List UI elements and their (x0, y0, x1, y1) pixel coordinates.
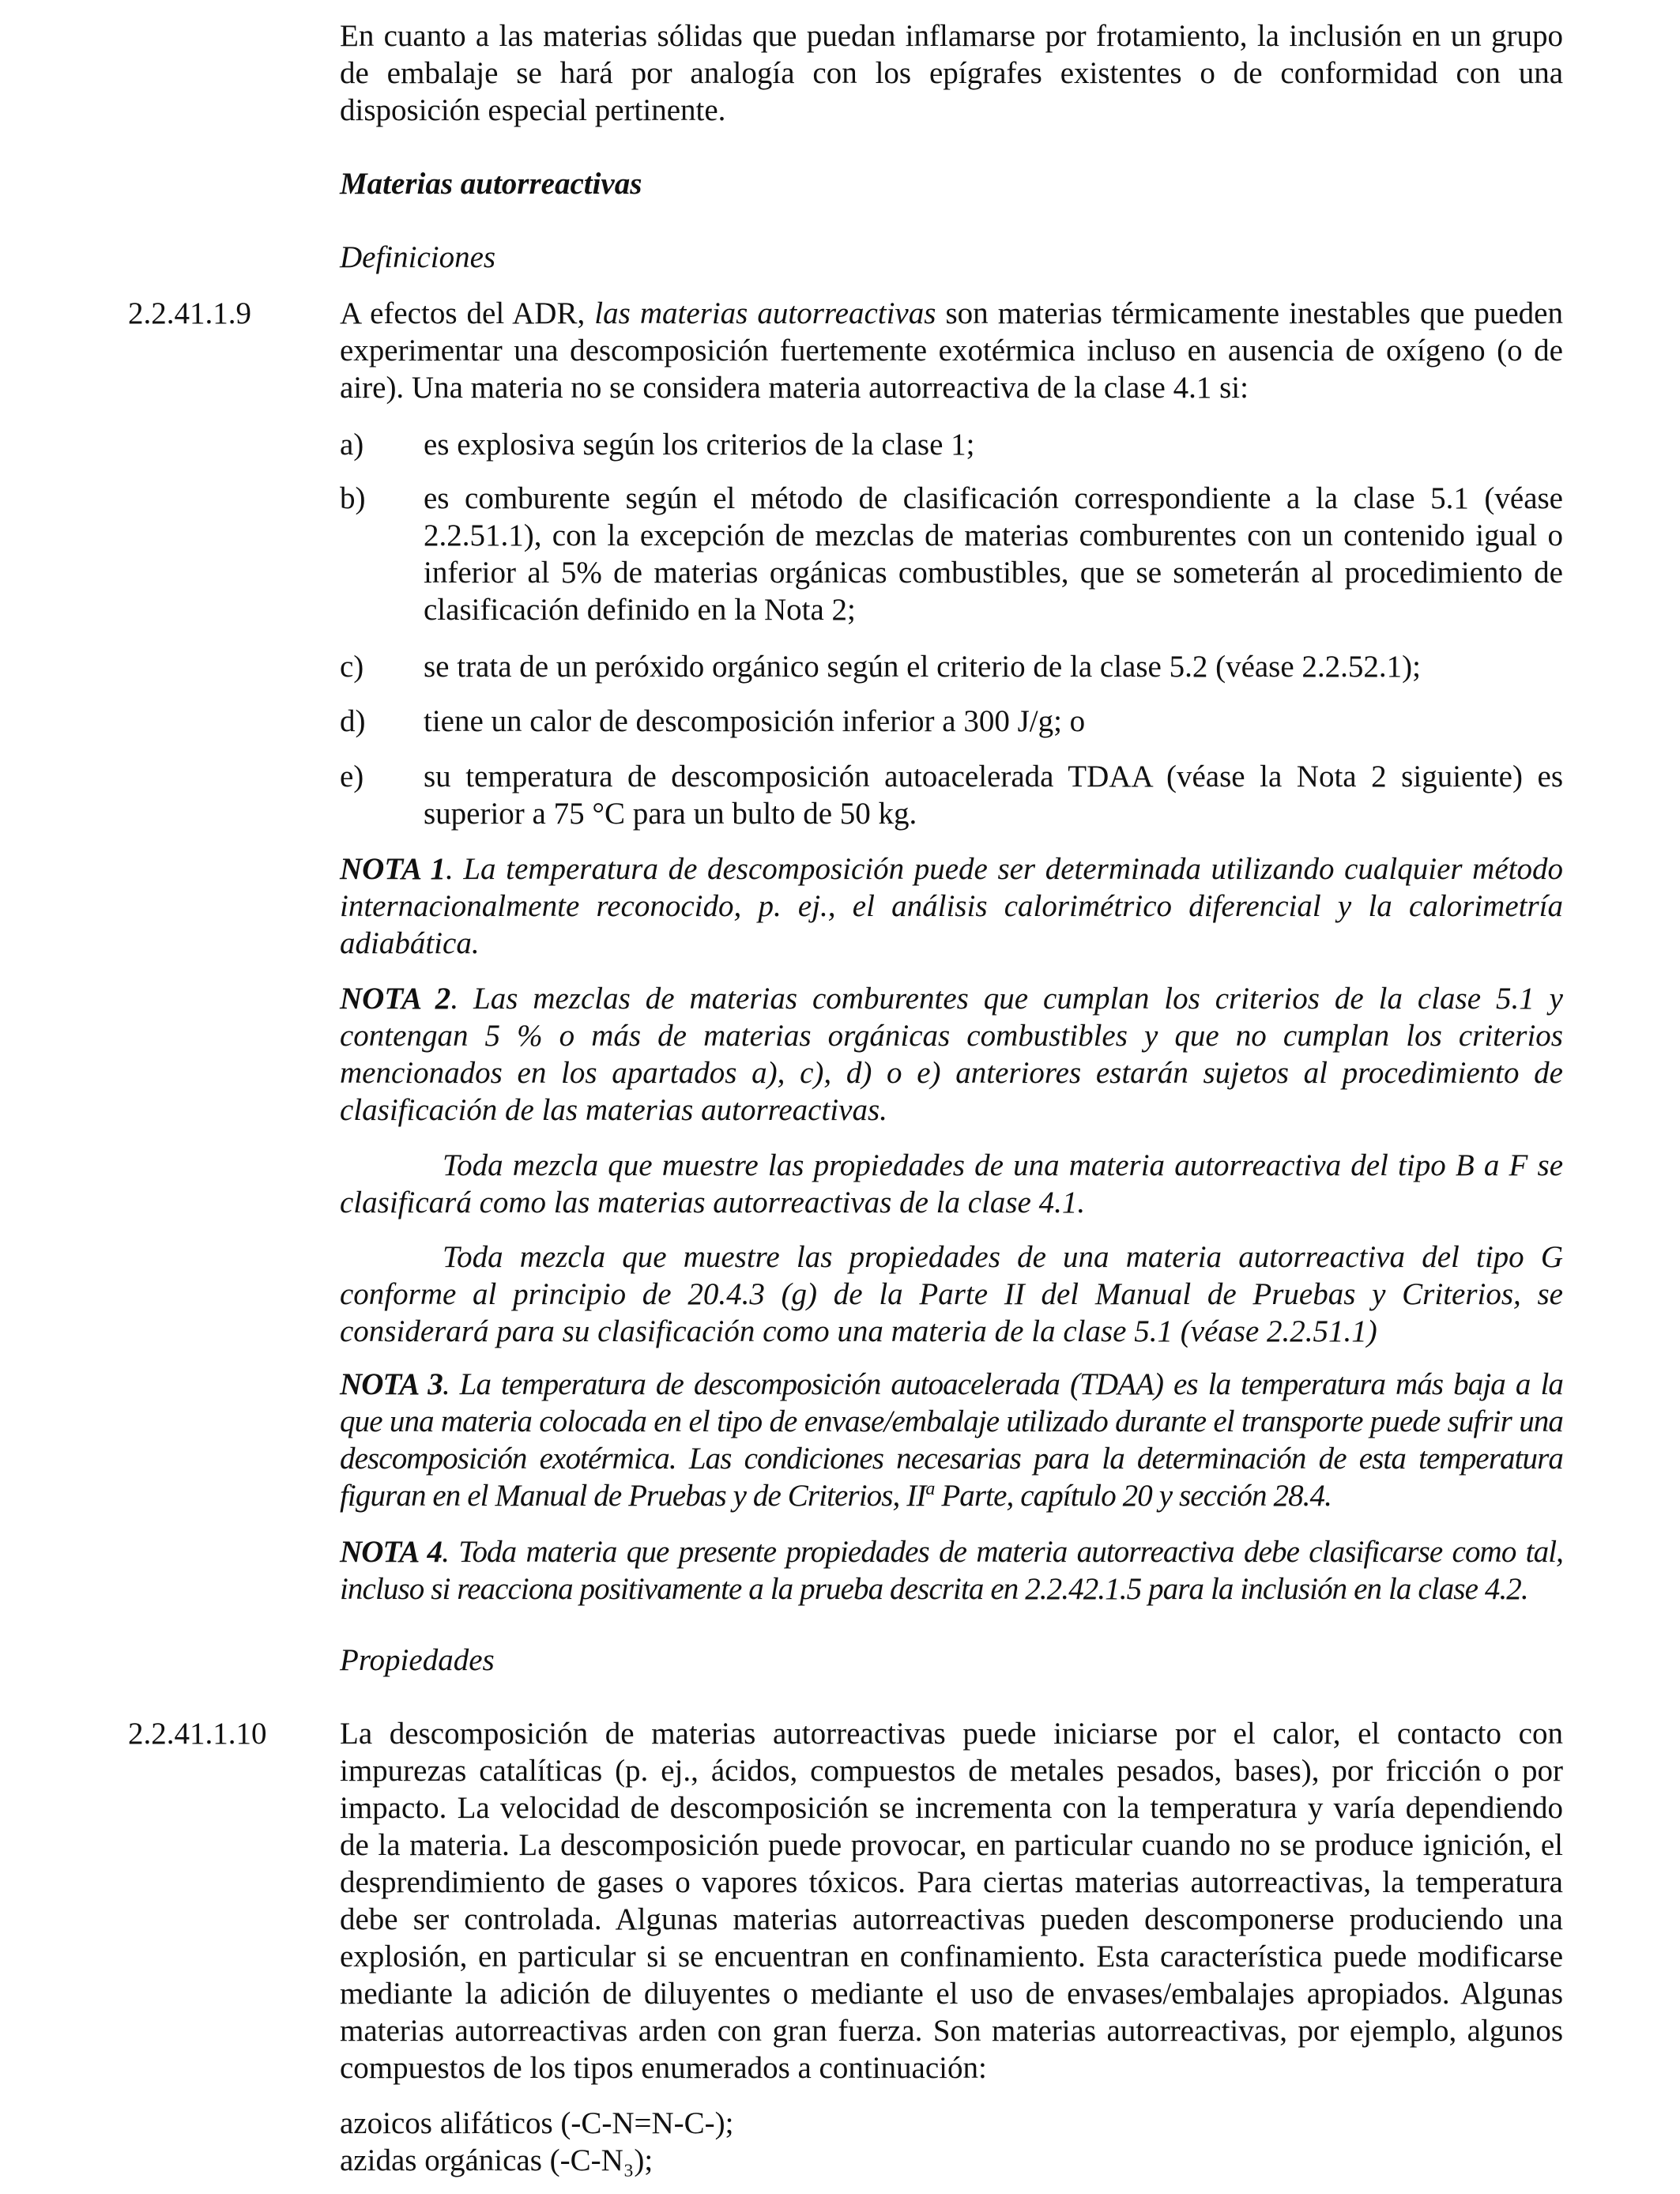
nota-2-label: NOTA 2 (340, 982, 451, 1016)
section-1-9-text-before: A efectos del ADR, (340, 296, 595, 330)
list-item-b-letter: b) (340, 481, 366, 515)
section-1-9-term: las materias autorreactivas (594, 296, 936, 330)
nota-1-label: NOTA 1 (340, 852, 446, 886)
nota-3 (340, 1366, 1563, 1514)
section-number-1-10: 2.2.41.1.10 (128, 1717, 267, 1751)
nota-3-text-after: Parte, capítulo 20 y sección 28.4. (934, 1479, 1332, 1513)
list-item-a-text: es explosiva según los criterios de la clase 1; (424, 428, 975, 462)
nota-3-label: NOTA 3 (340, 1367, 443, 1401)
section-1-9-paragraph (340, 295, 1563, 406)
nota-4-text: . Toda materia que presente propiedades de materia autorreactiva debe clasificarse como tal, incluso si reacciona positivamente a la prueba descrita en 2.2.42.1.5 para la inclusión en la clase 4.2. (340, 1535, 1563, 1606)
list-item-e-text: su temperatura de descomposición autoacelerada TDAA (véase la Nota 2 siguiente) es superior a 75 °C para un bulto de 50 kg. (424, 760, 1563, 831)
list-item-c-text: se trata de un peróxido orgánico según el criterio de la clase 5.2 (véase 2.2.52.1); (424, 650, 1421, 684)
list-item-d-text: tiene un calor de descomposición inferior a 300 J/g; o (424, 704, 1086, 738)
subheading-definitions: Definiciones (340, 240, 496, 274)
nota-2 (340, 980, 1563, 1129)
compound-item: azidas orgánicas (-C-N₃); (340, 2143, 654, 2177)
nota-2-paragraph-2: Toda mezcla que muestre las propiedades de una materia autorreactiva del tipo B a F se clasificará como las materias autorreactivas de la clase 4.1. (340, 1148, 1563, 1220)
section-number-1-9: 2.2.41.1.9 (128, 296, 251, 330)
list-item-d-letter: d) (340, 704, 366, 738)
nota-4-label: NOTA 4 (340, 1535, 443, 1569)
nota-2-paragraph-3: Toda mezcla que muestre las propiedades de una materia autorreactiva del tipo G conforme al principio de 20.4.3 (g) de la Parte II del Manual de Pruebas y Criterios, se considerará para su clasificación como una materia de la clase 5.1 (véase 2.2.51.1) (340, 1240, 1563, 1348)
heading-self-reactive: Materias autorreactivas (340, 167, 642, 201)
list-item-b-text: es comburente según el método de clasificación correspondiente a la clase 5.1 (véase 2.2.51.1), con la excepción de mezclas de materias comburentes con un contenido igual o inferior al 5% de materias orgánicas combustibles, que se someterán al procedimiento de clasificación definido en la Nota 2; (424, 481, 1563, 627)
nota-4 (340, 1533, 1563, 1608)
nota-3-superscript: a (925, 1479, 935, 1499)
intro-paragraph: En cuanto a las materias sólidas que puedan inflamarse por frotamiento, la inclusión en un grupo de embalaje se hará por analogía con los epígrafes existentes o de conformidad con una disposición especial pertinente. (340, 19, 1563, 127)
nota-2-text: . Las mezclas de materias comburentes que cumplan los criterios de la clase 5.1 y contengan 5 % o más de materias orgánicas combustibles y que no cumplan los criterios mencionados en los apartados a), c), d) o e) anteriores estarán sujetos al procedimiento de clasificación de las materias autorreactivas. (340, 982, 1563, 1127)
nota-3-text: . La temperatura de descomposición autoacelerada (TDAA) es la temperatura más baja a la que una materia colocada en el tipo de envase/embalaje utilizado durante el transporte puede sufrir una descomposición exotérmica. Las condiciones necesarias para la determinación de esta temperatura figuran en el Manual de Pruebas y de Criterios, II (340, 1367, 1563, 1513)
subheading-properties: Propiedades (340, 1643, 495, 1677)
nota-1 (340, 850, 1563, 962)
nota-1-text: . La temperatura de descomposición puede ser determinada utilizando cualquier método internacionalmente reconocido, p. ej., el análisis calorimétrico diferencial y la calorimetría adiabática. (340, 852, 1563, 960)
list-item-c-letter: c) (340, 650, 364, 684)
list-item-e-letter: e) (340, 760, 364, 794)
compound-item: azoicos alifáticos (-C-N=N-C-); (340, 2106, 734, 2140)
section-1-9-text-after: son materias térmicamente inestables que pueden experimentar una descomposición fuertemente exotérmica incluso en ausencia de oxígeno (o de aire). Una materia no se considera materia autorreactiva de la clase 4.1 si: (340, 296, 1563, 405)
list-item-a-letter: a) (340, 428, 364, 462)
section-1-10-paragraph: La descomposición de materias autorreactivas puede iniciarse por el calor, el contacto con impurezas catalíticas (p. ej., ácidos, compuestos de metales pesados, bases), por fricción o por impacto. La velocidad de descomposición se incrementa con la temperatura y varía dependiendo de la materia. La descomposición puede provocar, en particular cuando no se produce ignición, el desprendimiento de gases o vapores tóxicos. Para ciertas materias autorreactivas, la temperatura debe ser controlada. Algunas materias autorreactivas pueden descomponerse produciendo una explosión, en particular si se encuentran en confinamiento. Esta característica puede modificarse mediante la adición de diluyentes o mediante el uso de envases/embalajes apropiados. Algunas materias autorreactivas arden con gran fuerza. Son materias autorreactivas, por ejemplo, algunos compuestos de los tipos enumerados a continuación: (340, 1717, 1563, 2085)
